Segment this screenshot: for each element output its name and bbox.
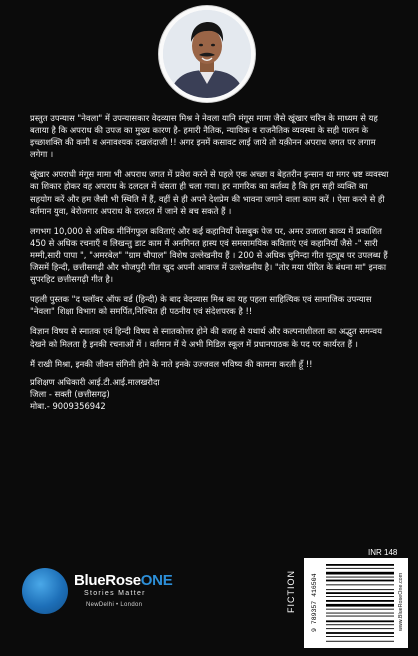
price-label: INR 148	[368, 548, 398, 557]
publisher-cities: NewDelhi • London	[86, 602, 143, 608]
publisher-website: www.BlueRoseOne.com	[398, 572, 404, 632]
blurb-paragraph-1: प्रस्तुत उपन्यास "नेवला" में उपन्यासकार वेदव्यास मिश्र ने नेवला यानि मंगूस मामा जैसे खूंखार चरित्र के माध्यम से यह बताया है कि अपराध की उपज का मुख्य कारण है- हमारी नैतिक, न्यायिक व राजनैतिक व्यवस्था के सही पालन के इच्छाशक्ति की कमी व अनावश्यक दखलंदाजी !! अगर इनमें कसावट लाई जाये तो यक़ीनन अपराध जगत पर लगाम लगेगा ।	[30, 113, 378, 160]
blurb-paragraph-4: पहली पुस्तक "द फ्लॉवर ऑफ वर्ड (हिन्दी) के बाद वेदव्यास मिश्र का यह पहला साहित्यिक एवं सामाजिक उपन्यास "नेवला" शिक्षा विभाग को समर्पित,निश्चित ही पठनीय एवं संदेशपरक है !!	[30, 294, 372, 317]
blurb-paragraph-6: मैं राखी मिश्रा, इनकी जीवन संगिनी होने के नाते इनके उज्जवल भविष्य की कामना करती हूँ !!	[30, 358, 313, 369]
publisher-name	[74, 572, 172, 589]
signature-mobile: मोबा.- 9009356942	[30, 400, 106, 411]
isbn-number: 9 789357 416504	[311, 573, 318, 633]
blurb-paragraph-2: खूंखार अपराधी मंगूस मामा भी अपराध जगत में प्रवेश करने से पहले एक अच्छा व बेहतरीन इन्सान था मगर भ्रष्ट व्यवस्था का शिकार होकर वह अपराध के दलदल में धंसता ही चला गया। हर नागरिक का कर्तव्य है कि हम सही व्यक्ति का सहयोग करें और हम जैसी भी स्थिति में हैं, वहीं से ही अपने देशप्रेम की भावना जगाने वाला काम करें । ऐसा करने से ही वर्तमान युवा, बेरोजगार अपराध के दलदल में जाने से बच सकते हैं ।	[30, 169, 389, 216]
blurb-paragraph-3: लगभग 10,000 से अधिक मीनिंगफुल कविताएं और कई कहानियाँ फेसबुक पेज पर, अमर उजाला काव्य में प्रकाशित 450 से अधिक रचनाएँ व लिखन्तु डाट काम में अनगिनत हास्य एवं समसामयिक कविताएं एवं कहानियाँ जैसे -" सारी मम्मी,सारी पापा ", "अमरबेल" "ग्राम चौपाल" विशेष उल्लेखनीय हैं । 200 से अधिक चुनिन्दा गीत यूट्यूब पर उपलब्ध हैं जिसमें हिन्दी, छत्तीसगढ़ी और भोजपुरी गीत खुद अपनी आवाज में उल्लेखनीय है। "तोर मया पीरित के बंधना मा" इनका सुपरहिट छत्तीसगढ़ी गीत है।	[30, 225, 388, 285]
publisher-name-part2: ONE	[140, 572, 173, 589]
bluerose-globe-icon	[22, 568, 68, 614]
genre-label: FICTION	[286, 570, 296, 613]
publisher-logo	[22, 566, 192, 622]
signature-block	[30, 376, 392, 412]
publisher-tagline: Stories Matter	[84, 590, 146, 597]
blurb-text	[30, 112, 392, 420]
publisher-name-part1: BlueRose	[74, 572, 141, 589]
signature-role: प्रशिक्षण अधिकारी आई.टी.आई.मालखरौदा	[30, 376, 160, 387]
author-photo	[163, 10, 251, 98]
blurb-paragraph-5: विज्ञान विषय से स्नातक एवं हिन्दी विषय से स्नातकोत्तर होने की वजह से यथार्थ और कल्पनाशीलता का अद्भुत समन्वय देखने को मिलता है इनकी रचनाओं में । वर्तमान में ये अभी मिडिल स्कूल में प्रधानपाठक के पद पर कार्यरत हैं ।	[30, 326, 382, 349]
signature-district: जिला - सक्ती (छत्तीसगढ़)	[30, 388, 110, 399]
